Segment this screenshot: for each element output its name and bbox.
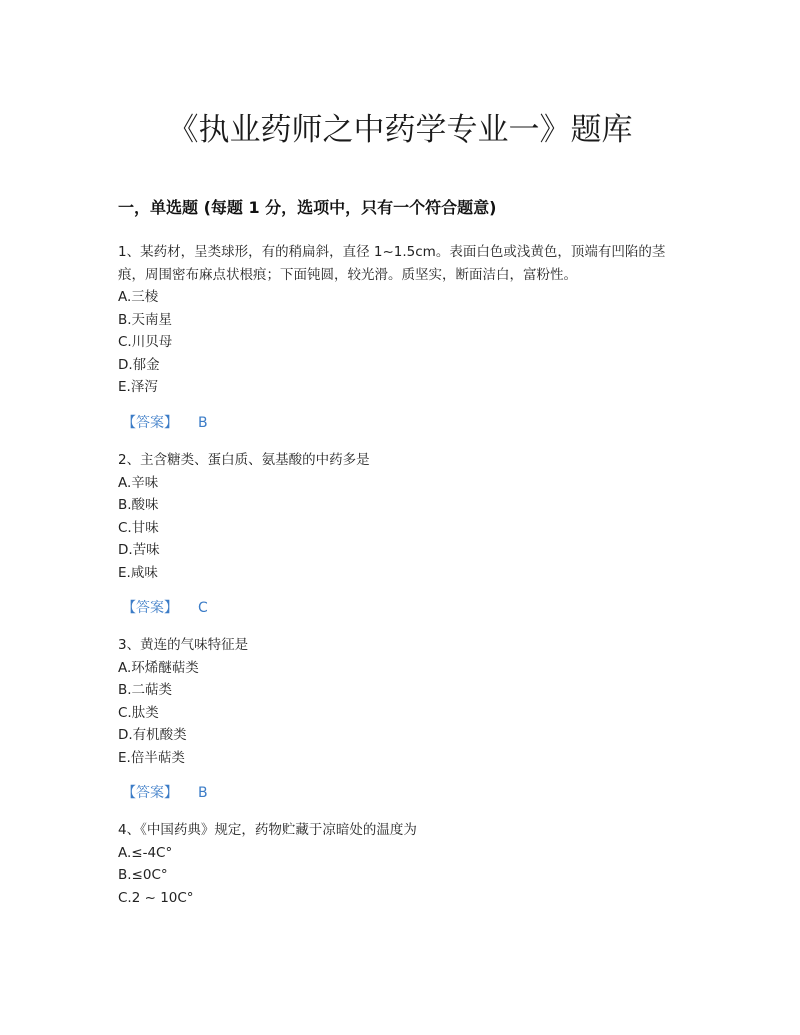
option-c: C.肽类 (118, 704, 159, 721)
question-4 (118, 819, 688, 909)
question-stem: 4、《中国药典》规定，药物贮藏于凉暗处的温度为 (118, 822, 417, 838)
answer-line (118, 597, 688, 619)
question-stem: 3、黄连的气味特征是 (118, 637, 249, 653)
option-d: D.苦味 (118, 542, 160, 558)
question-stem: 2、主含糖类、蛋白质、氨基酸的中药多是 (118, 452, 370, 468)
question-stem: 1、某药材，呈类球形，有的稍扁斜，直径 1~1.5cm。表面白色或浅黄色，顶端有凹陷的茎痕，周围密布麻点状根痕；下面钝圆，较光滑。质坚实，断面洁白，富粉性。 (118, 244, 666, 283)
option-a: A.辛味 (118, 474, 159, 491)
answer-value: B (198, 414, 208, 431)
option-a: A.三棱 (118, 289, 159, 305)
option-b: B.≤0C° (118, 867, 168, 883)
option-e: E.泽泻 (118, 379, 158, 395)
option-e: E.咸味 (118, 564, 158, 581)
answer-value: B (198, 785, 208, 801)
question-3 (118, 634, 688, 804)
question-1 (118, 241, 688, 434)
option-b: B.酸味 (118, 497, 159, 513)
question-2 (118, 449, 688, 619)
document-title: 《执业药师之中药学专业一》题库 (167, 112, 633, 148)
option-b: B.天南星 (118, 311, 173, 328)
answer-line (118, 782, 688, 804)
option-b: B.二萜类 (118, 682, 173, 698)
answer-label: 【答案】 (122, 785, 178, 801)
section-heading: 一，单选题 (每题 1 分，选项中，只有一个符合题意) (118, 198, 497, 217)
answer-line (118, 412, 688, 434)
answer-label: 【答案】 (122, 600, 178, 616)
option-c: C.甘味 (118, 519, 159, 536)
option-d: D.有机酸类 (118, 727, 187, 743)
option-a: A.≤-4C° (118, 844, 173, 861)
option-d: D.郁金 (118, 356, 160, 373)
option-e: E.倍半萜类 (118, 749, 185, 766)
answer-label: 【答案】 (122, 414, 178, 431)
option-c: C.川贝母 (118, 334, 173, 350)
answer-value: C (198, 600, 208, 616)
option-a: A.环烯醚萜类 (118, 659, 199, 676)
option-c: C.2 ~ 10C° (118, 889, 194, 906)
